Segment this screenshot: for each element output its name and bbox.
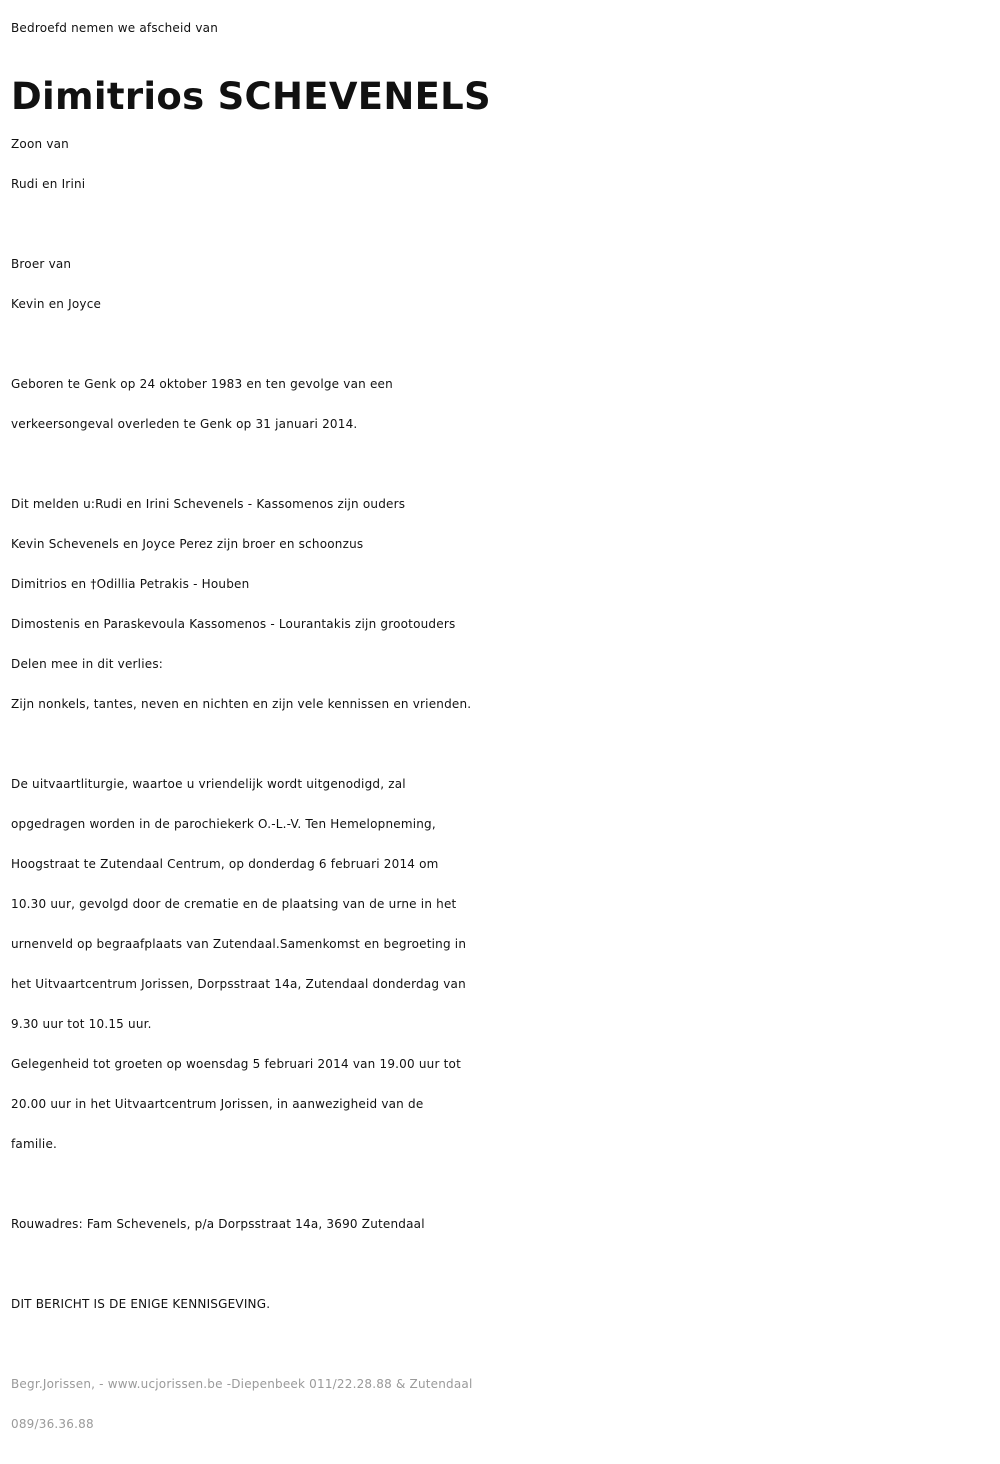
spacer — [11, 1324, 1000, 1364]
spacer — [11, 324, 1000, 364]
funeral-line-10: familie. — [11, 1137, 58, 1151]
spacer — [11, 724, 1000, 764]
birth-death-line-1: Geboren te Genk op 24 oktober 1983 en ten gevolge van een — [11, 377, 393, 391]
spacer — [11, 1164, 1000, 1204]
announcement-line-1: Dit melden u:Rudi en Irini Schevenels - Kassomenos zijn ouders — [11, 497, 406, 511]
funeral-line-7: 9.30 uur tot 10.15 uur. — [11, 1017, 152, 1031]
announcement-line-6: Zijn nonkels, tantes, neven en nichten en zijn vele kennissen en vrienden. — [11, 697, 472, 711]
funeral-line-4: 10.30 uur, gevolgd door de crematie en de plaatsing van de urne in het — [11, 897, 457, 911]
siblings-names: Kevin en Joyce — [11, 297, 102, 311]
brother-label: Broer van — [11, 257, 72, 271]
funeral-line-2: opgedragen worden in de parochiekerk O.-L.-V. Ten Hemelopneming, — [11, 817, 436, 831]
spacer — [11, 1244, 1000, 1284]
funeral-line-1: De uitvaartliturgie, waartoe u vriendelijk wordt uitgenodigd, zal — [11, 777, 406, 791]
parents-names: Rudi en Irini — [11, 177, 86, 191]
intro-text: Bedroefd nemen we afscheid van — [11, 21, 219, 35]
announcement-line-3: Dimitrios en †Odillia Petrakis - Houben — [11, 577, 250, 591]
funeral-line-6: het Uitvaartcentrum Jorissen, Dorpsstraat 14a, Zutendaal donderdag van — [11, 977, 466, 991]
announcement-line-4: Dimostenis en Paraskevoula Kassomenos - Lourantakis zijn grootouders — [11, 617, 456, 631]
funeral-home-footer-line-2: 089/36.36.88 — [11, 1417, 94, 1431]
son-label: Zoon van — [11, 137, 69, 151]
funeral-line-9: 20.00 uur in het Uitvaartcentrum Jorissen, in aanwezigheid van de — [11, 1097, 424, 1111]
mourning-address: Rouwadres: Fam Schevenels, p/a Dorpsstraat 14a, 3690 Zutendaal — [11, 1217, 425, 1231]
announcement-line-5: Delen mee in dit verlies: — [11, 657, 164, 671]
announcement-line-2: Kevin Schevenels en Joyce Perez zijn broer en schoonzus — [11, 537, 364, 551]
funeral-line-5: urnenveld op begraafplaats van Zutendaal.Samenkomst en begroeting in — [11, 937, 467, 951]
deceased-name: Dimitrios SCHEVENELS — [11, 75, 491, 118]
funeral-home-footer-line-1: Begr.Jorissen, - www.ucjorissen.be -Diepenbeek 011/22.28.88 & Zutendaal — [11, 1377, 473, 1391]
funeral-line-3: Hoogstraat te Zutendaal Centrum, op donderdag 6 februari 2014 om — [11, 857, 439, 871]
sole-notice: DIT BERICHT IS DE ENIGE KENNISGEVING. — [11, 1297, 271, 1311]
spacer — [11, 204, 1000, 244]
birth-death-line-2: verkeersongeval overleden te Genk op 31 januari 2014. — [11, 417, 358, 431]
funeral-line-8: Gelegenheid tot groeten op woensdag 5 februari 2014 van 19.00 uur tot — [11, 1057, 461, 1071]
spacer — [11, 444, 1000, 484]
